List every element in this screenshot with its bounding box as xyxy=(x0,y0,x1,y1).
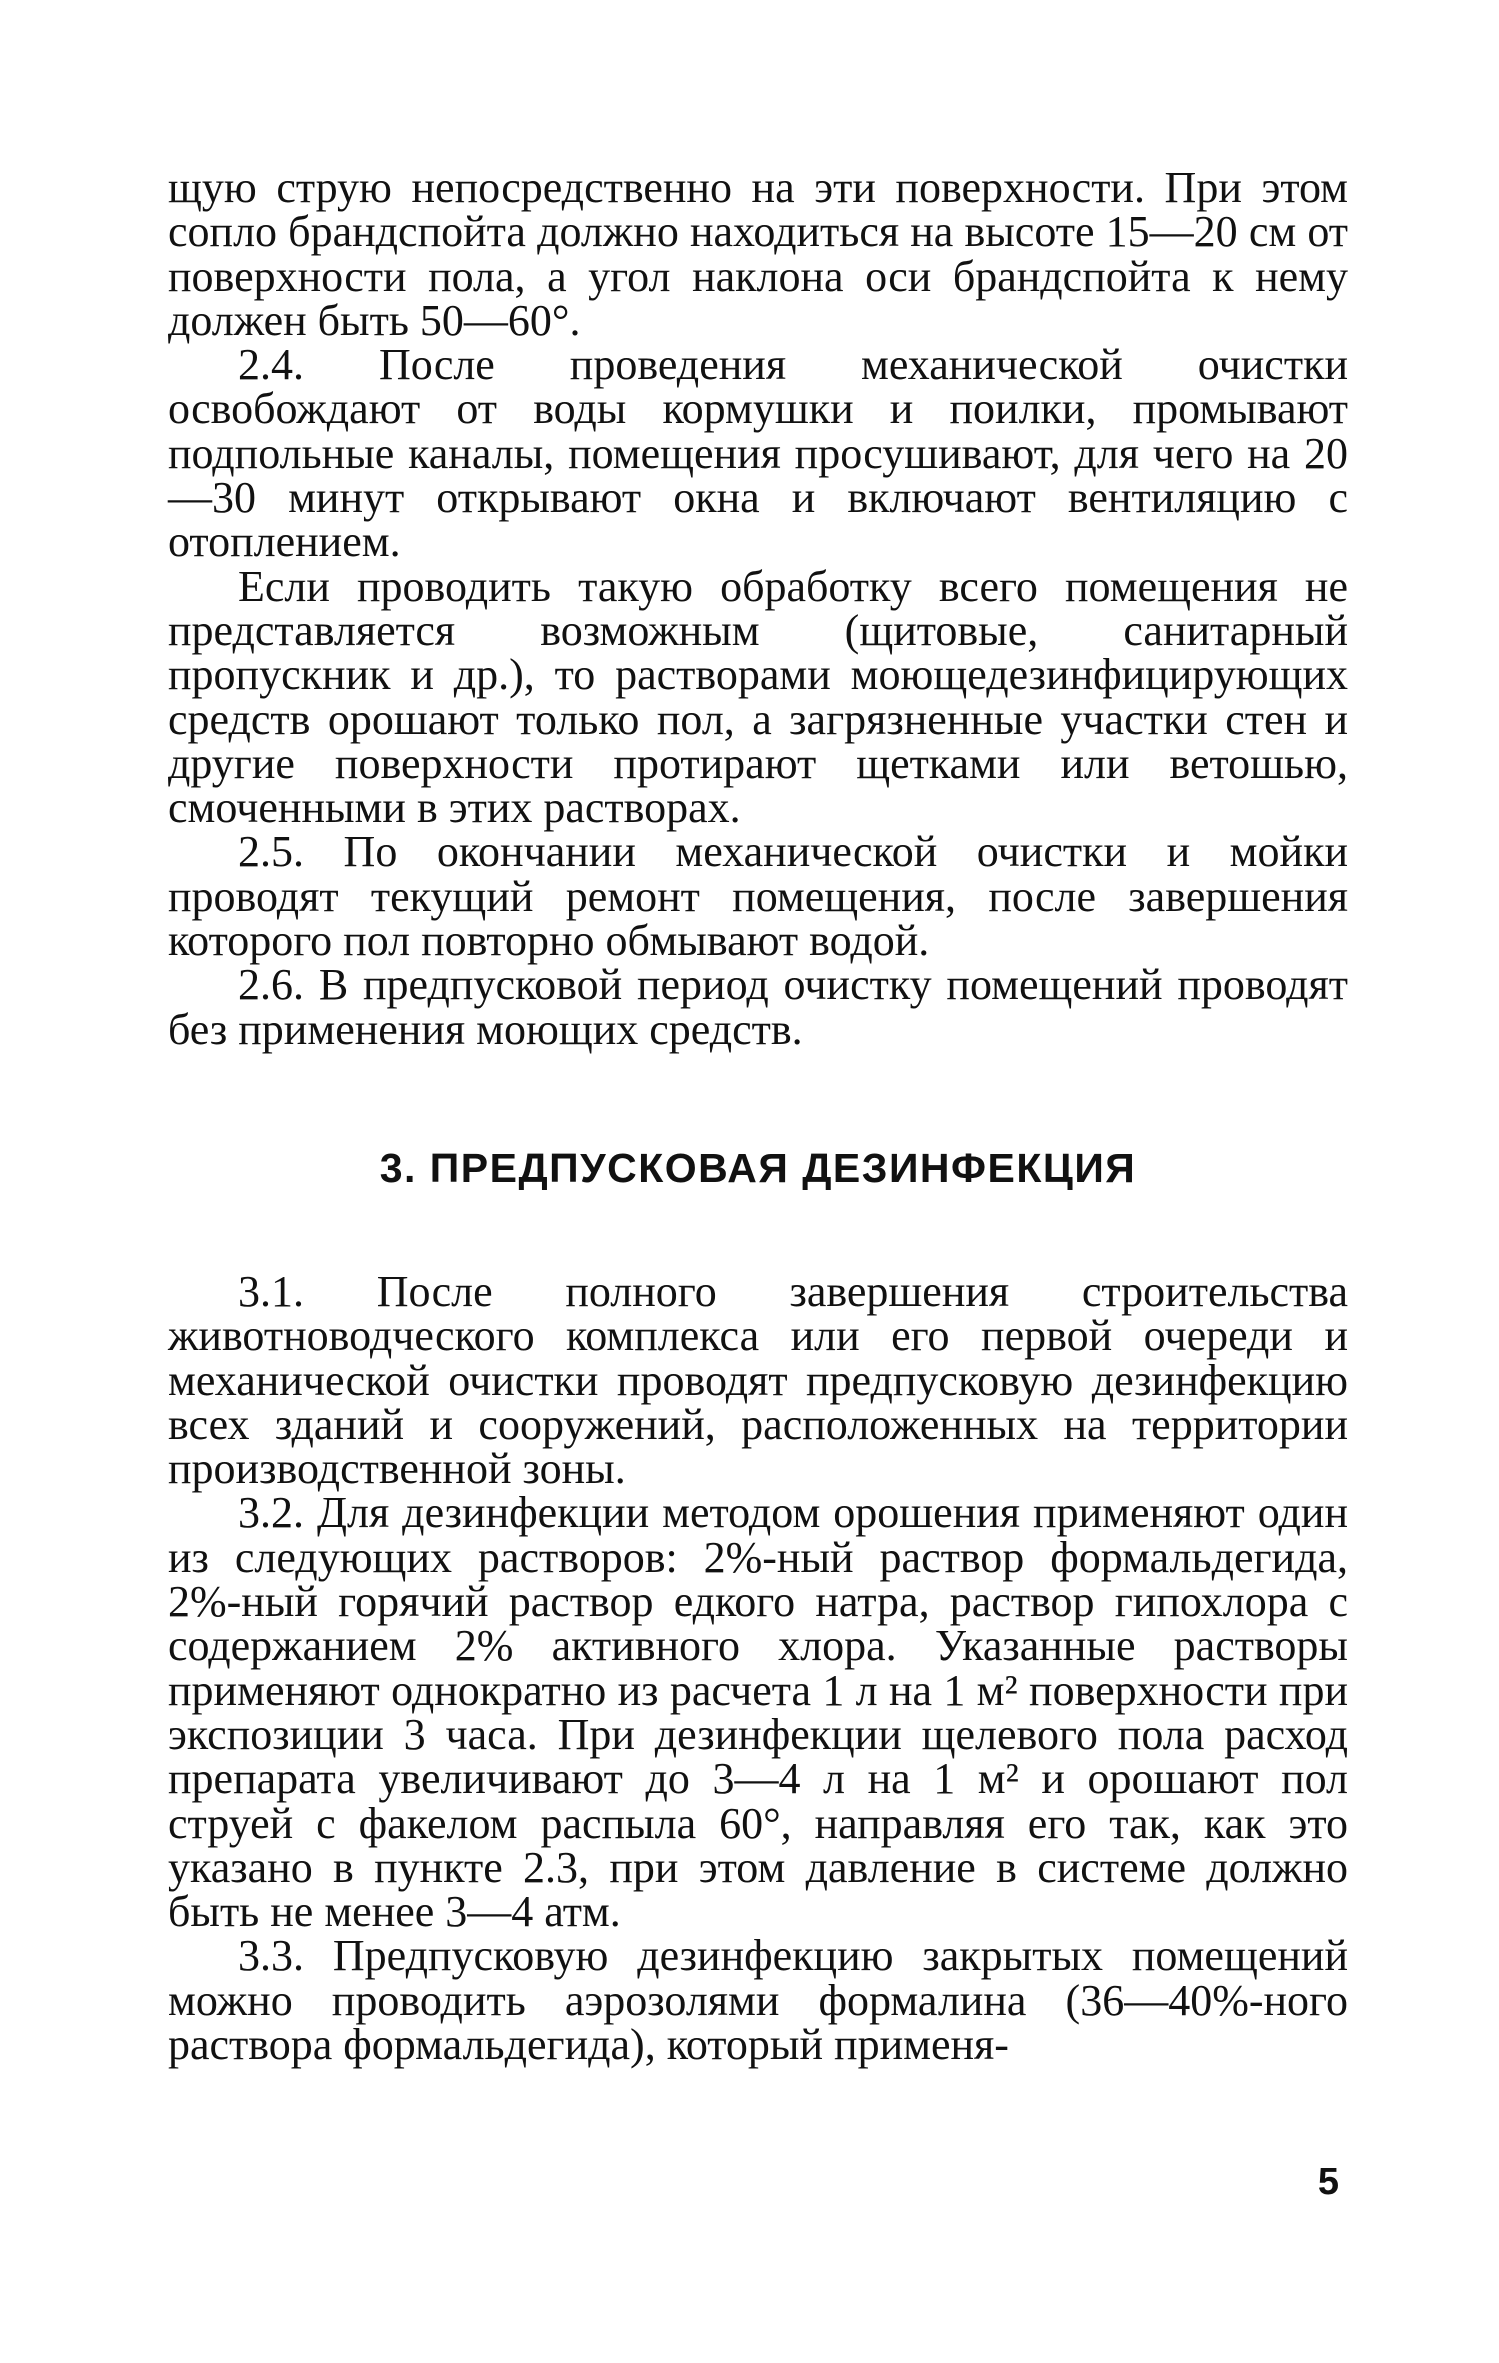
page-number: 5 xyxy=(1317,2161,1339,2203)
paragraph-3-1: 3.1. После полного завершения строительства животноводческого комплекса или его первой очереди и механической очистки проводят предпусковую дезинфекцию всех зданий и сооружений, расположенных на территории производственной зоны. xyxy=(168,1267,1348,1494)
paragraph-treatment-note: Если проводить такую обработку всего помещения не представляется возможным (щитовые, санитарный пропускник и др.), то растворами моющедезинфицирующих средств орошают только пол, а загрязненные участки стен и другие поверхности протирают щетками или ветошью, смоченными в этих растворах. xyxy=(168,561,1348,833)
paragraph-3-3: 3.3. Предпусковую дезинфекцию закрытых помещений можно проводить аэрозолями формалина (36—40%-ного раствора формальдегида), который применя- xyxy=(168,1931,1348,2070)
text-section-bottom xyxy=(168,1267,1348,2070)
text-section-top xyxy=(168,163,1348,1054)
section-heading: 3. ПРЕДПУСКОВАЯ ДЕЗИНФЕКЦИЯ xyxy=(379,1145,1137,1191)
paragraph-continuation: щую струю непосредственно на эти поверхности. При этом сопло брандспойта должно находиться на высоте 15—20 см от поверхности пола, а угол наклона оси брандспойта к нему должен быть 50—60°. xyxy=(168,163,1348,345)
paragraph-3-2: 3.2. Для дезинфекции методом орошения применяют один из следующих растворов: 2%-ный раствор формальдегида, 2%-ный горячий раствор едкого натра, раствор гипохлора с содержанием 2% активного хлора. Указанные растворы применяют однократно из расчета 1 л на 1 м² поверхности при экспозиции 3 часа. При дезинфекции щелевого пола расход препарата увеличивают до 3—4 л на 1 м² и орошают пол струей с факелом распыла 60°, направляя его так, как это указано в пункте 2.3, при этом давление в системе должно быть не менее 3—4 атм. xyxy=(168,1488,1348,1937)
paragraph-2-6: 2.6. В предпусковой период очистку помещений проводят без применения моющих средств. xyxy=(168,960,1348,1054)
paragraph-2-4: 2.4. После проведения механической очистки освобождают от воды кормушки и поилки, промывают подпольные каналы, помещения просушивают, для чего на 20—30 минут открывают окна и включают вентиляцию с отоплением. xyxy=(168,340,1348,567)
paragraph-2-5: 2.5. По окончании механической очистки и мойки проводят текущий ремонт помещения, после завершения которого пол повторно обмывают водой. xyxy=(168,827,1348,966)
